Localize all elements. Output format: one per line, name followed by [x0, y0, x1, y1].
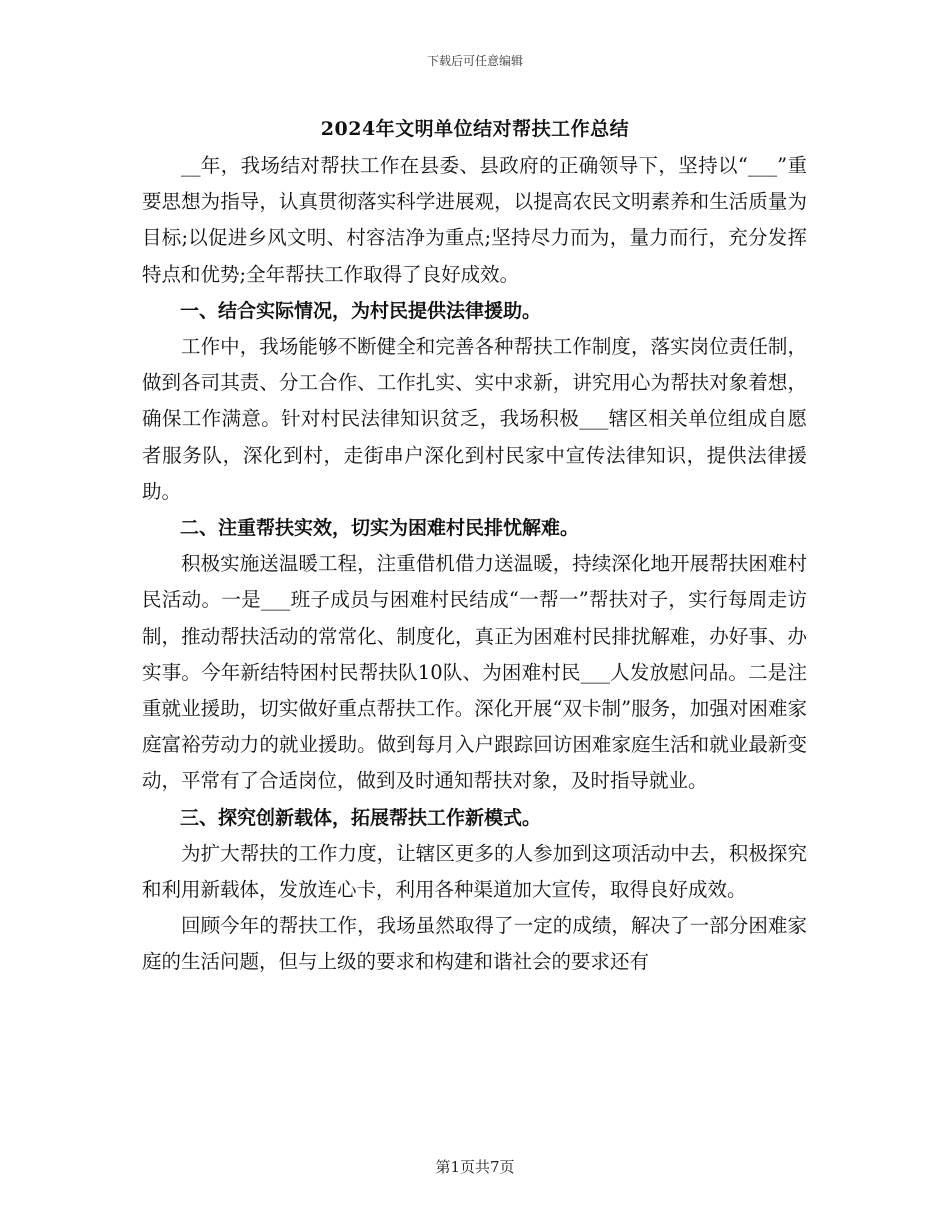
section-heading-2: 二、注重帮扶实效，切实为困难村民排忧解难。: [180, 517, 580, 540]
section-heading-3: 三、探究创新载体，拓展帮扶工作新模式。: [180, 806, 542, 829]
section-2-paragraph: 积极实施送温暖工程，注重借机借力送温暖，持续深化地开展帮扶困难村民活动。一是___班子成员与困难村民结成“一帮一”帮扶对子，实行每周走访制，推动帮扶活动的常常化、制度化，真正为困难村民排扰解难，办好事、办实事。今年新结特困村民帮扶队10队、为困难村民___人发放慰问品。二是注重就业援助，切实做好重点帮扶工作。深化开展“双卡制”服务，加强对困难家庭富裕劳动力的就业援助。做到每月入户跟踪回访困难家庭生活和就业最新变动，平常有了合适岗位，做到及时通知帮扶对象，及时指导就业。: [142, 552, 807, 793]
page-header-note: 下载后可任意编辑: [426, 54, 523, 68]
review-paragraph: 回顾今年的帮扶工作，我场虽然取得了一定的成绩，解决了一部分困难家庭的生活问题，但与上级的要求和构建和谐社会的要求还有: [142, 914, 807, 974]
document-body: [142, 148, 807, 981]
document-title: 2024年文明单位结对帮扶工作总结: [320, 118, 630, 140]
section-1-paragraph: 工作中，我场能够不断健全和完善各种帮扶工作制度，落实岗位责任制，做到各司其责、分工合作、工作扎实、实中求新，讲究用心为帮扶对象着想，确保工作满意。针对村民法律知识贫乏，我场积极___辖区相关单位组成自愿者服务队，深化到村，走街串户深化到村民家中宣传法律知识，提供法律援助。: [142, 335, 807, 503]
section-heading-1: 一、结合实际情况，为村民提供法律援助。: [180, 299, 542, 322]
intro-paragraph: __年，我场结对帮扶工作在县委、县政府的正确领导下，坚持以“___”重要思想为指导，认真贯彻落实科学进展观，以提高农民文明素养和生活质量为目标;以促进乡风文明、村容洁净为重点;坚持尽力而为，量力而行，充分发挥特点和优势;全年帮扶工作取得了良好成效。: [142, 154, 807, 286]
page-number: 第1页共7页: [435, 1158, 515, 1176]
section-3-paragraph: 为扩大帮扶的工作力度，让辖区更多的人参加到这项活动中去，积极探究和利用新载体，发放连心卡，利用各种渠道加大宣传，取得良好成效。: [142, 841, 807, 902]
